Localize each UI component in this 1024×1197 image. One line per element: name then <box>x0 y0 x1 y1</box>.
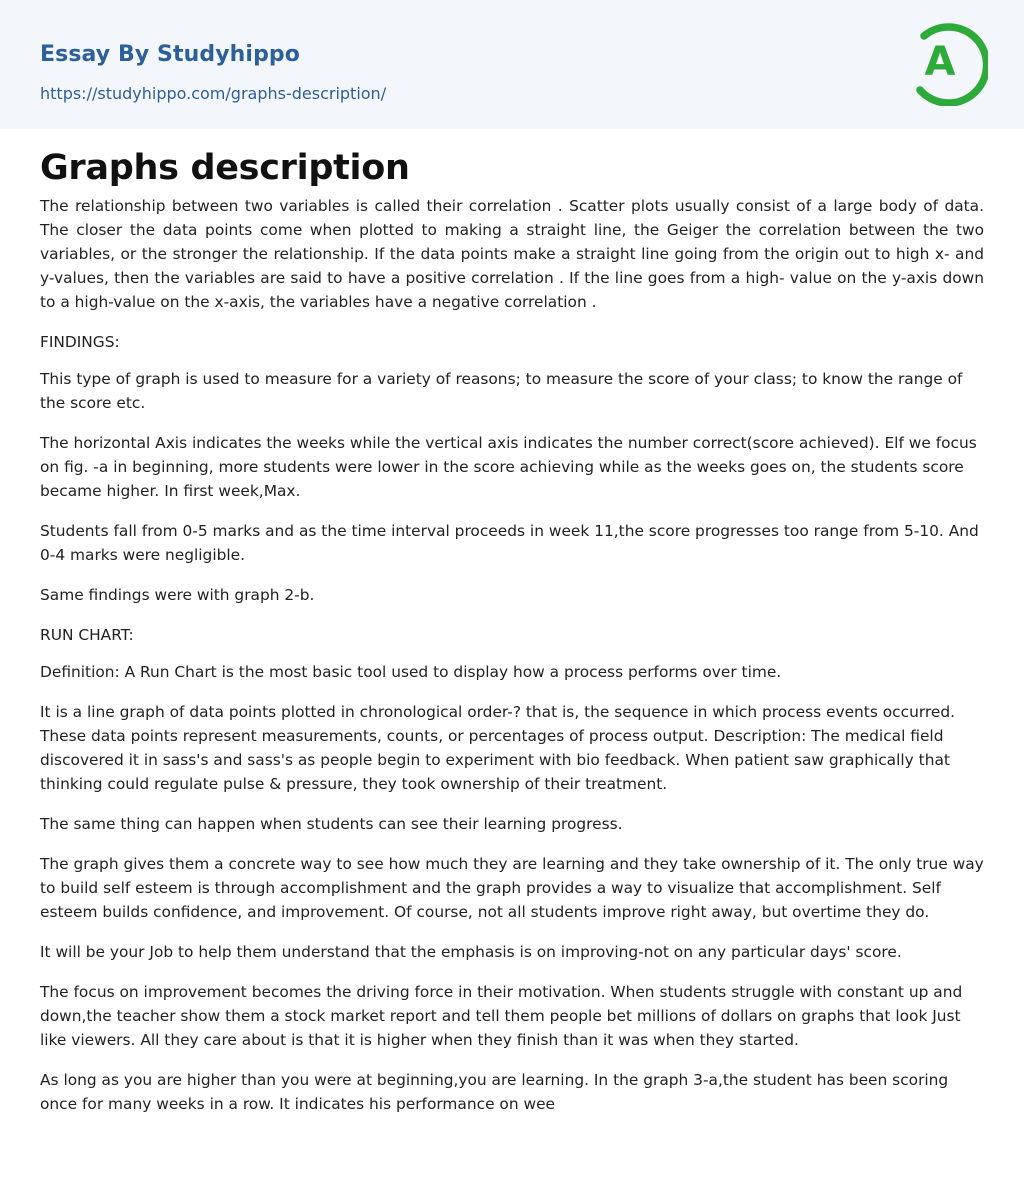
paragraph: This type of graph is used to measure for a variety of reasons; to measure the score of your class; to know the range of the score etc. <box>40 370 963 412</box>
brand-title[interactable]: Essay By Studyhippo <box>40 42 300 67</box>
section-label-findings: FINDINGS: <box>40 333 120 351</box>
paragraph: Definition: A Run Chart is the most basic tool used to display how a process performs over time. <box>40 663 782 681</box>
paragraph: The same thing can happen when students can see their learning progress. <box>40 815 623 833</box>
page-title: Graphs description <box>40 148 410 188</box>
paragraph-intro: The relationship between two variables is called their correlation . Scatter plots usually consist of a large body of data. The closer the data points come when plotted to making a straight line, the Geiger the correlation between the two variables, or the stronger the relationship. If the data points make a straight line going from the origin out to high x- and y-values, then the variables are said to have a positive correlation . If the line goes from a high- value on the y-axis down to a high-value on the x-axis, the variables have a negative correlation . <box>40 197 984 311</box>
paragraph: The focus on improvement becomes the driving force in their motivation. When students struggle with constant up and down,the teacher show them a stock market report and tell them people bet millions of dollars on graphs that look Just like viewers. All they care about is that it is higher when they finish than it was when they started. <box>40 983 963 1049</box>
paragraph: It is a line graph of data points plotted in chronological order-? that is, the sequence in which process events occurred. These data points represent measurements, counts, or percentages of process output. Description: The medical field discovered it in sass's and sass's as people begin to experiment with bio feedback. When patient saw graphically that thinking could regulate pulse & pressure, they took ownership of their treatment. <box>40 703 956 793</box>
section-label-run-chart: RUN CHART: <box>40 626 134 644</box>
site-header <box>0 0 1024 129</box>
page-url-link[interactable]: https://studyhippo.com/graphs-description/ <box>40 84 387 103</box>
studyhippo-logo-icon[interactable] <box>912 18 988 106</box>
paragraph: Students fall from 0-5 marks and as the time interval proceeds in week 11,the score progresses too range from 5-10. And 0-4 marks were negligible. <box>40 522 979 564</box>
article-body <box>40 146 984 1132</box>
paragraph: The horizontal Axis indicates the weeks while the vertical axis indicates the number correct(score achieved). Elf we focus on fig. -a in beginning, more students were lower in the score achieving while as the weeks goes on, the students score became higher. In first week,Max. <box>40 434 977 500</box>
logo-letter: A <box>924 39 956 85</box>
paragraph: As long as you are higher than you were at beginning,you are learning. In the graph 3-a,the student has been scoring once for many weeks in a row. It indicates his performance on wee <box>40 1071 949 1113</box>
paragraph: Same findings were with graph 2-b. <box>40 586 315 604</box>
paragraph: The graph gives them a concrete way to see how much they are learning and they take ownership of it. The only true way to build self esteem is through accomplishment and the graph provides a way to visualize that accomplishment. Self esteem builds confidence, and improvement. Of course, not all students improve right away, but overtime they do. <box>40 855 984 921</box>
paragraph: It will be your Job to help them understand that the emphasis is on improving-not on any particular days' score. <box>40 943 902 961</box>
